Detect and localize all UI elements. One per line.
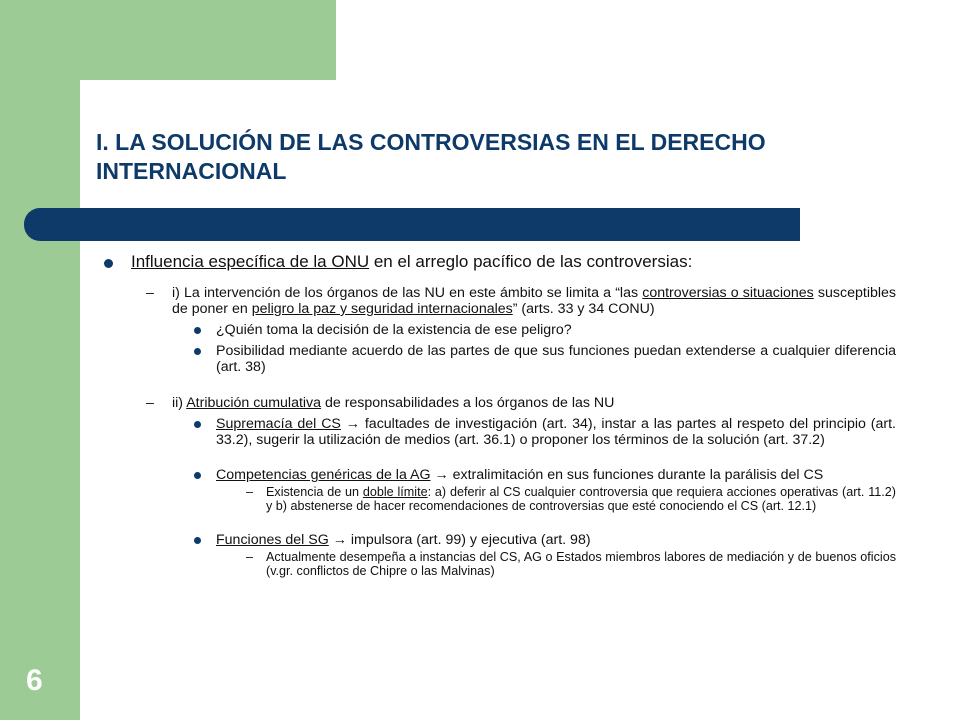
dash-icon: – xyxy=(246,550,254,564)
cs-supremacy-link: Supremacía del CS xyxy=(216,416,341,432)
slide-number: 6 xyxy=(26,664,43,697)
sub-point-mediation xyxy=(96,550,896,578)
arrow-right-icon: → xyxy=(332,532,347,548)
point-who-decides xyxy=(96,322,896,338)
double-limit-text: : a) deferir al CS cualquier controversia que requiera acciones operativas (art. 11.2) y b) abstenerse de hacer recomendaciones de controversias que esté conociendo el CS (art. 12.1) xyxy=(266,485,896,513)
bullet-icon xyxy=(194,421,201,428)
peace-security-link: peligro la paz y seguridad internacionales xyxy=(251,301,513,317)
arrow-right-icon: → xyxy=(434,467,449,483)
bullet-onu-influence xyxy=(96,251,896,273)
mediation-text: Actualmente desempeña a instancias del CS, AG o Estados miembros labores de mediación y de buenos oficios (v.gr. conflictos de Chipre o las Malvinas) xyxy=(266,550,896,578)
dash-icon: – xyxy=(246,485,254,499)
attribution-prefix: ii) xyxy=(172,395,187,411)
bullet-icon xyxy=(104,259,113,268)
bullet-icon xyxy=(194,327,201,334)
sub-item-intervention xyxy=(96,285,896,317)
onu-influence-link: Influencia específica de la ONU xyxy=(131,252,370,271)
cs-supremacy-text: facultades de investigación (art. 34), instar a las partes al respeto del principio (art. 33.2), sugerir la utilización de medios (art. 36.1) o proponer los términos de la solución (art. 37.2) xyxy=(216,416,896,448)
arrow-right-icon: → xyxy=(345,416,360,432)
intervention-text-2: susceptibles de poner en xyxy=(172,285,897,317)
sub-item-attribution xyxy=(96,395,896,411)
cumulative-attribution-link: Atribución cumulativa xyxy=(186,395,322,411)
point-ag-competences xyxy=(96,467,896,483)
slide-body xyxy=(96,251,896,578)
bullet-icon xyxy=(194,537,201,544)
point-possibility xyxy=(96,343,896,375)
slide-title: I. LA SOLUCIÓN DE LAS CONTROVERSIAS EN EL DERECHO INTERNACIONAL xyxy=(96,129,766,184)
point-sg-functions xyxy=(96,532,896,548)
possibility-text: Posibilidad mediante acuerdo de las partes de que sus funciones puedan extenderse a cualquier diferencia (art. 38) xyxy=(216,343,896,375)
double-limit-prefix: Existencia de un xyxy=(266,485,363,499)
controversies-link: controversias o situaciones xyxy=(642,285,814,301)
bullet-icon xyxy=(194,472,201,479)
green-top-band xyxy=(80,0,336,80)
onu-influence-text: en el arreglo pacífico de las controversias: xyxy=(369,252,693,271)
ag-competences-link: Competencias genéricas de la AG xyxy=(216,467,431,483)
title-divider-bar xyxy=(24,208,800,241)
sg-functions-link: Funciones del SG xyxy=(216,532,329,548)
double-limit-link: doble límite xyxy=(362,485,428,499)
point-cs-supremacy xyxy=(96,416,896,448)
intervention-text-3: ” (arts. 33 y 34 CONU) xyxy=(512,301,655,317)
bullet-icon xyxy=(194,348,201,355)
dash-icon: – xyxy=(146,285,154,301)
sub-point-double-limit xyxy=(96,485,896,513)
green-side-band xyxy=(0,0,80,720)
ag-competences-text: extralimitación en sus funciones durante la parálisis del CS xyxy=(448,467,824,483)
sg-functions-text: impulsora (art. 99) y ejecutiva (art. 98) xyxy=(346,532,591,548)
attribution-text: de responsabilidades a los órganos de las NU xyxy=(321,395,615,411)
who-decides-text: ¿Quién toma la decisión de la existencia de ese peligro? xyxy=(216,322,572,338)
intervention-text: i) La intervención de los órganos de las NU en este ámbito se limita a “las xyxy=(172,285,643,301)
dash-icon: – xyxy=(146,395,154,411)
